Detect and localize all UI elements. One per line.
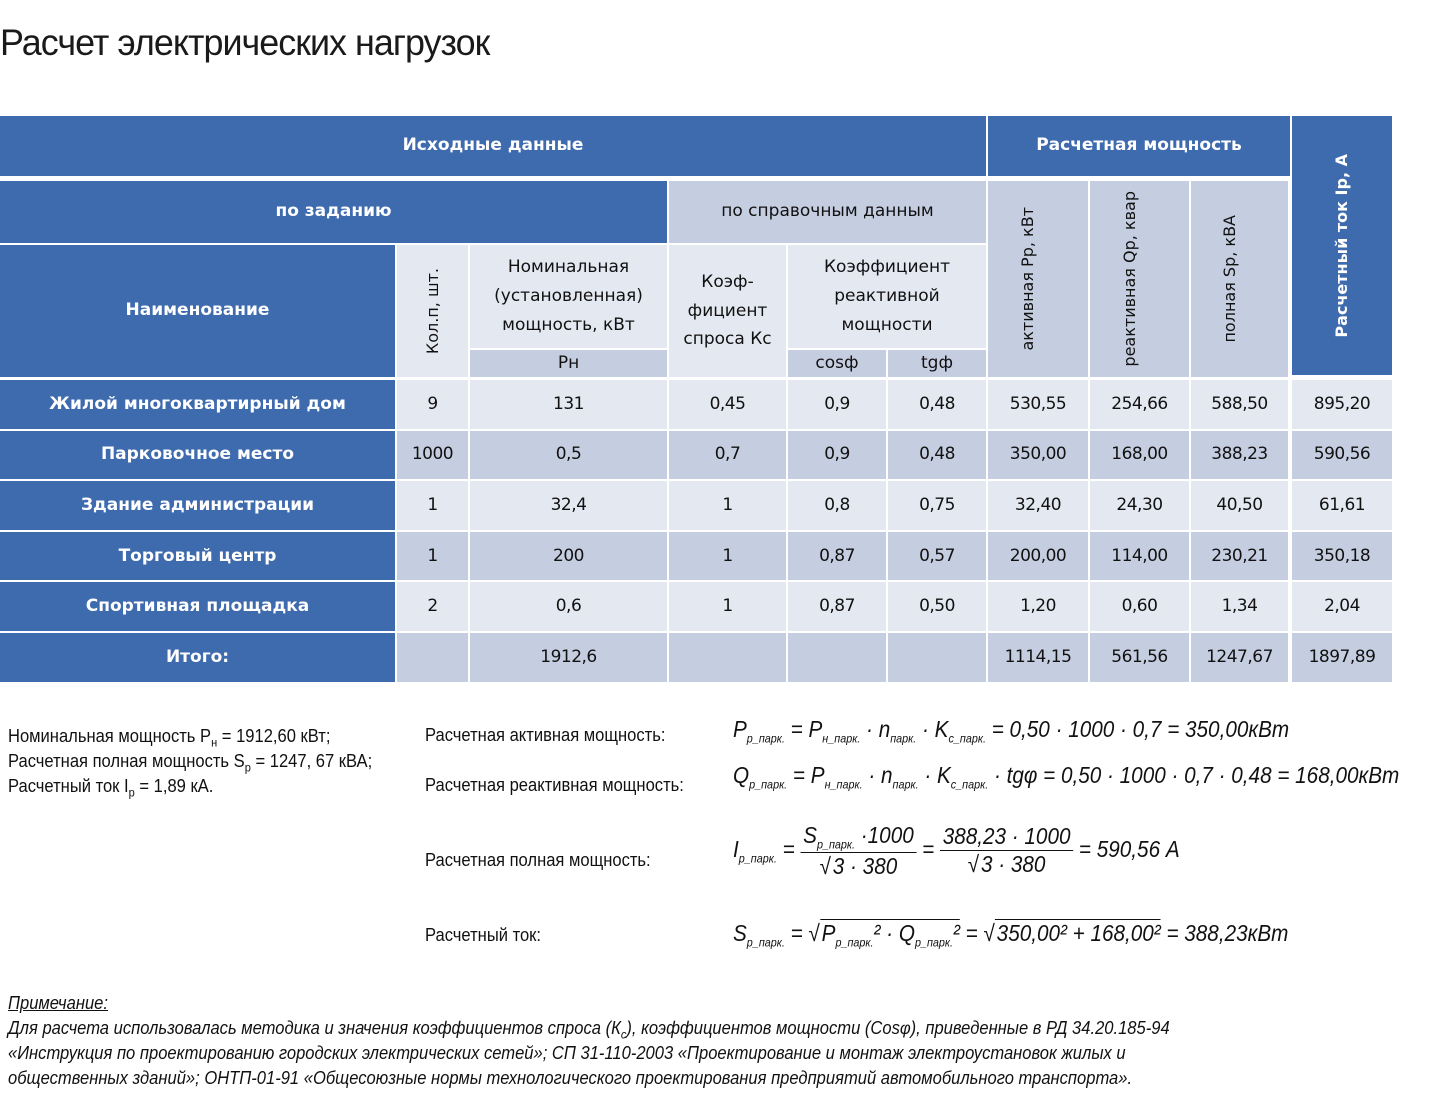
summary-ip-sub: р (128, 785, 135, 800)
cell-ip: 61,61 (1292, 481, 1392, 530)
cell-qp: 561,56 (1090, 633, 1189, 682)
cell-cos: 0,87 (788, 532, 886, 581)
cell-ip: 350,18 (1292, 532, 1392, 581)
cell-kc (669, 633, 786, 682)
header-qty-label: Кол.п, шт. (422, 267, 442, 355)
cell-pn: 32,4 (470, 481, 667, 530)
note-line-2: «Инструкция по проектированию городских электрических сетей»; СП 31-110-2003 «Проектирование и монтаж электроустановок жилых и (8, 1043, 1126, 1063)
cell-cos: 0,9 (788, 431, 886, 480)
formula-full: $S_{р\_парк.} = √P_{р\_парк.}^2 \cdot Q_{р\_парк.}^2 = √350,00^2 + 168,00^2 = 388,23кВт$ (733, 920, 1289, 950)
cell-qp: 24,30 (1090, 481, 1189, 530)
cell-sp: 40,50 (1191, 481, 1288, 530)
cell-pn: 0,6 (470, 582, 667, 631)
cell-qty: 2 (397, 582, 468, 631)
cell-cos: 0,9 (788, 380, 886, 429)
summary-ip-text: Расчетный ток I (8, 776, 129, 796)
cell-qty (397, 633, 468, 682)
sub: р_парк. (746, 935, 785, 950)
cell-qty: 1 (397, 532, 468, 581)
cell-ip: 895,20 (1292, 380, 1392, 429)
cell-sp: 1247,67 (1191, 633, 1288, 682)
cell-name: Жилой многоквартирный дом (0, 380, 395, 429)
cell-pn: 131 (470, 380, 667, 429)
cell-cos (788, 633, 886, 682)
cell-pn: 200 (470, 532, 667, 581)
cell-pp: 530,55 (988, 380, 1088, 429)
summary-sp-value: = 1247, 67 кВА; (250, 751, 373, 771)
sub: парк. (892, 777, 919, 792)
header-source-data: Исходные данные (0, 116, 986, 176)
label-current: Расчетный ток: (425, 925, 542, 945)
cell-pp: 350,00 (988, 431, 1088, 480)
header-full-label: полная Sр, кВА (1219, 215, 1239, 343)
cell-pp: 1114,15 (988, 633, 1088, 682)
cell-sp: 388,23 (1191, 431, 1288, 480)
cell-tg: 0,75 (888, 481, 986, 530)
formula-full-result: = 388,23кВт (1160, 920, 1289, 946)
summary-pnom-sub: н (211, 735, 218, 750)
summary-pnom-value: = 1912,60 кВт; (217, 726, 331, 746)
sub: н_парк. (824, 777, 863, 792)
cell-pn: 0,5 (470, 431, 667, 480)
cell-qp: 0,60 (1090, 582, 1189, 631)
header-pnom-sub: Рн (470, 350, 667, 377)
header-current (1292, 116, 1392, 375)
cell-tg: 0,57 (888, 532, 986, 581)
cell-qty: 1 (397, 481, 468, 530)
summary-sp-text: Расчетная полная мощность S (8, 751, 245, 771)
label-reactive: Расчетная реактивная мощность: (425, 775, 684, 795)
cell-qp: 254,66 (1090, 380, 1189, 429)
header-full (1191, 181, 1288, 377)
header-by-reference: по справочным данным (669, 181, 986, 243)
label-full: Расчетная полная мощность: (425, 850, 651, 870)
cell-qty: 9 (397, 380, 468, 429)
note-heading: Примечание: (8, 993, 108, 1013)
numerator: 388,23 · 1000 (940, 823, 1073, 851)
cell-cos: 0,8 (788, 481, 886, 530)
cell-kc: 0,45 (669, 380, 786, 429)
sub: с_парк. (950, 777, 989, 792)
cell-sp: 230,21 (1191, 532, 1288, 581)
formula-full-values: 350,00² + 168,00² (996, 920, 1161, 946)
formula-current-result: = 590,56 A (1073, 835, 1180, 862)
sub: р_парк. (816, 837, 856, 852)
summary-pnom (8, 726, 330, 750)
cell-qp: 168,00 (1090, 431, 1189, 480)
sub: н_парк. (822, 731, 861, 746)
cell-qp: 114,00 (1090, 532, 1189, 581)
cell-kc: 1 (669, 532, 786, 581)
formula-active: $P_{р\_парк.} = P_{н\_парк.} \cdot n_{парк.} \cdot K_{с\_парк.} = 0,50 \cdot 1000 \cdot 0,7 = 350,00кВт$ (733, 716, 1290, 746)
cell-tg (888, 633, 986, 682)
header-reactive (1090, 181, 1189, 377)
cell-tg: 0,50 (888, 582, 986, 631)
sub: р_парк. (914, 935, 954, 950)
note-text: Для расчета использовалась методика и значения коэффициентов спроса (К (8, 1018, 621, 1038)
header-qty (397, 245, 468, 377)
sub: р_парк. (738, 851, 777, 866)
header-reactive-coef: Коэффициент реактивной мощности (788, 245, 986, 348)
cell-kc: 1 (669, 582, 786, 631)
sub: парк. (890, 731, 917, 746)
numerator: ·1000 (855, 822, 914, 848)
summary-sp (8, 751, 372, 775)
note-line-1 (8, 1018, 1170, 1042)
cell-pp: 1,20 (988, 582, 1088, 631)
cell-tg: 0,48 (888, 431, 986, 480)
header-cos: cosф (788, 350, 886, 377)
formula-reactive: $Q_{р\_парк.} = P_{н\_парк.} \cdot n_{парк.} \cdot K_{с\_парк.} \cdot tg\varphi = 0,50 \cdot 1000 \cdot 0,7 \cdot 0,48 = 168,00кВт$ (733, 762, 1400, 792)
note-text: ), коэффициентов мощности (Cosφ), приведенные в РД 34.20.185-94 (626, 1018, 1170, 1038)
header-reactive-label: реактивная Qр, квар (1119, 191, 1139, 367)
header-active-label: активная Рр, кВт (1018, 207, 1037, 351)
note-sub: с (620, 1027, 627, 1042)
denominator: 3 · 380 (980, 851, 1046, 878)
cell-name: Парковочное место (0, 431, 395, 480)
cell-name: Торговый центр (0, 532, 395, 581)
cell-name: Спортивная площадка (0, 582, 395, 631)
header-pnom: Номинальная (установленная) мощность, кВт (470, 245, 667, 348)
cell-cos: 0,87 (788, 582, 886, 631)
summary-pnom-text: Номинальная мощность P (8, 726, 212, 746)
sub: р_парк. (749, 777, 788, 792)
page-title: Расчет электрических нагрузок (0, 22, 490, 63)
header-kc: Коэф-фициент спроса Кс (669, 245, 786, 377)
formula-current: $I_{р\_парк.}$ = $\frac{S_{р\_парк.} \cdot 1000}{√3 \cdot 380}$ = $\frac{388,23 \cdot 1000}{√3 \cdot 380}$ = 590,56 A (733, 822, 1180, 879)
header-by-task: по заданию (0, 181, 667, 243)
header-calc-power: Расчетная мощность (988, 116, 1290, 176)
formula-reactive-result: = 0,50 · 1000 · 0,7 · 0,48 = 168,00кВт (1037, 762, 1400, 788)
label-active: Расчетная активная мощность: (425, 725, 666, 745)
cell-ip: 2,04 (1292, 582, 1392, 631)
cell-pp: 200,00 (988, 532, 1088, 581)
cell-pp: 32,40 (988, 481, 1088, 530)
sub: с_парк. (948, 731, 986, 746)
fraction-1: $\frac{S_{р\_парк.} \cdot 1000}{√3 \cdot 380}$ (800, 822, 916, 880)
summary-sp-sub: р (244, 760, 251, 775)
cell-sp: 588,50 (1191, 380, 1288, 429)
summary-ip-value: = 1,89 кА. (134, 776, 214, 796)
header-current-label: Расчетный ток Iр, А (1332, 153, 1351, 338)
header-active (988, 181, 1088, 377)
formula-active-result: = 0,50 · 1000 · 0,7 = 350,00кВт (985, 716, 1290, 742)
cell-qty: 1000 (397, 431, 468, 480)
header-name: Наименование (0, 245, 395, 377)
header-tg: tgф (888, 350, 986, 377)
note-line-3: общественных зданий»; ОНТП-01-91 «Общесоюзные нормы технологического проектирования предприятий автомобильного транспорта». (8, 1068, 1133, 1088)
cell-pn: 1912,6 (470, 633, 667, 682)
cell-kc: 0,7 (669, 431, 786, 480)
cell-ip: 1897,89 (1292, 633, 1392, 682)
cell-sp: 1,34 (1191, 582, 1288, 631)
fraction-2: $\frac{388,23 \cdot 1000}{√3 \cdot 380}$ (940, 823, 1073, 878)
summary-ip (8, 776, 213, 800)
cell-tg: 0,48 (888, 380, 986, 429)
cell-name: Здание администрации (0, 481, 395, 530)
denominator: 3 · 380 (832, 852, 898, 879)
cell-kc: 1 (669, 481, 786, 530)
sub: р_парк. (746, 731, 785, 746)
cell-name: Итого: (0, 633, 395, 682)
sub: р_парк. (835, 935, 874, 950)
cell-ip: 590,56 (1292, 431, 1392, 480)
